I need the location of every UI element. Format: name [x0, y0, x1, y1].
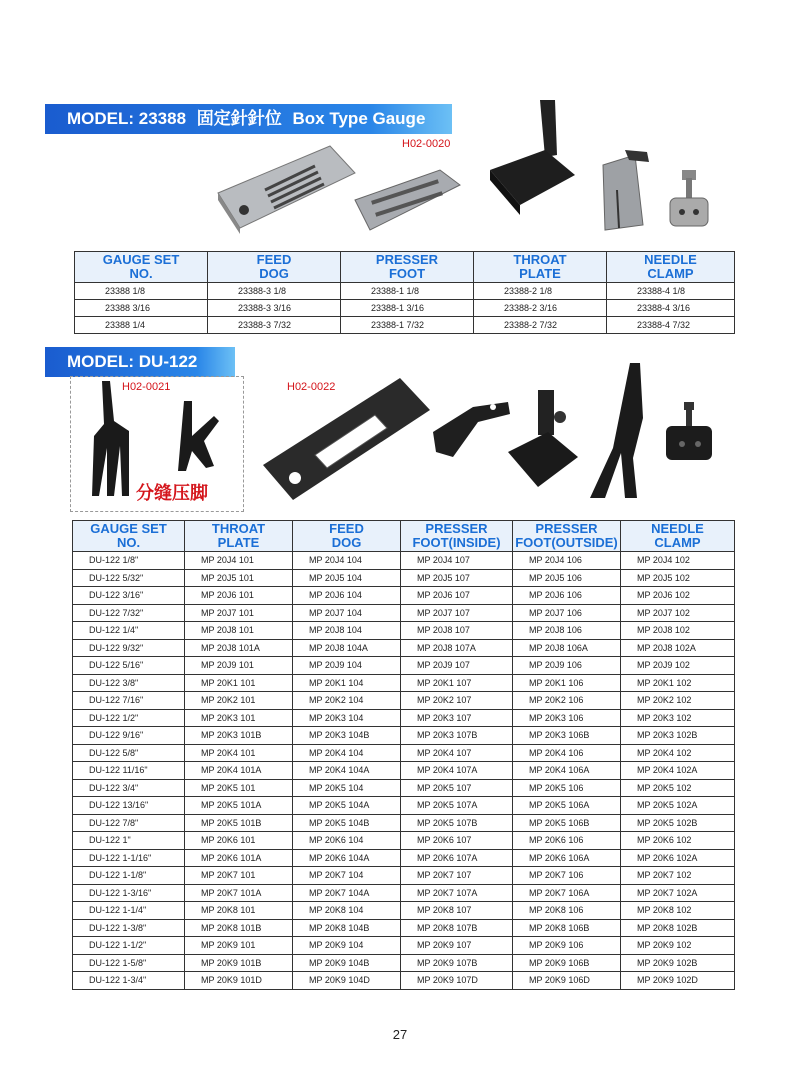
table-cell: MP 20K8 104 [293, 902, 401, 920]
table-row [73, 937, 735, 955]
table-cell: MP 20K6 106A [513, 849, 621, 867]
table-row [73, 902, 735, 920]
col-header-presser-foot-inside: PRESSER FOOT(INSIDE) [401, 521, 513, 552]
model-du122-banner [45, 347, 235, 377]
table-cell: MP 20K9 104 [293, 937, 401, 955]
table-cell: MP 20K6 104A [293, 849, 401, 867]
table-cell: MP 20J8 106 [513, 622, 621, 640]
du122-presser-foot-outside-image [575, 358, 665, 508]
table-cell: 23388-1 1/8 [341, 283, 474, 300]
table-row [73, 832, 735, 850]
table-cell: MP 20K1 102 [621, 674, 735, 692]
table-cell: MP 20K5 107B [401, 814, 513, 832]
table-cell: MP 20K4 102A [621, 762, 735, 780]
table-cell: MP 20K3 102B [621, 727, 735, 745]
table-cell: DU-122 7/16" [73, 692, 185, 710]
table-cell: DU-122 5/8" [73, 744, 185, 762]
table-cell: MP 20K8 102B [621, 919, 735, 937]
table-cell: MP 20J5 102 [621, 569, 735, 587]
table-cell: MP 20J6 102 [621, 587, 735, 605]
part-code-h02-0021: H02-0021 [122, 381, 171, 393]
presser-foot-image [485, 95, 585, 225]
table-cell: MP 20K9 101 [185, 937, 293, 955]
table-cell: MP 20J9 101 [185, 657, 293, 675]
throat-plate-small-image [585, 150, 665, 235]
col-header-presser-foot-outside: PRESSER FOOT(OUTSIDE) [513, 521, 621, 552]
table-cell: MP 20K8 107B [401, 919, 513, 937]
col-header-needle-clamp: NEEDLE CLAMP [621, 521, 735, 552]
table-cell: MP 20K3 104B [293, 727, 401, 745]
model-label: MODEL: 23388 [67, 109, 187, 128]
table-row [73, 674, 735, 692]
table-cell: MP 20K7 107A [401, 884, 513, 902]
table-cell: MP 20K5 101A [185, 797, 293, 815]
table-cell: MP 20K2 107 [401, 692, 513, 710]
table-cell: MP 20K7 106 [513, 867, 621, 885]
col-header-throat-plate: THROAT PLATE [474, 252, 607, 283]
table-cell: MP 20J6 106 [513, 587, 621, 605]
table-cell: MP 20J8 104 [293, 622, 401, 640]
table-cell: MP 20K8 101 [185, 902, 293, 920]
table-cell: MP 20J6 104 [293, 587, 401, 605]
table-cell: 23388 3/16 [75, 300, 208, 317]
table-cell: MP 20J4 106 [513, 552, 621, 570]
table-cell: DU-122 9/32" [73, 639, 185, 657]
table-cell: MP 20K4 107A [401, 762, 513, 780]
table-cell: MP 20K8 101B [185, 919, 293, 937]
table-cell: MP 20J7 107 [401, 604, 513, 622]
table-row [75, 300, 735, 317]
table-cell: 23388-4 7/32 [607, 317, 735, 334]
table-cell: MP 20K9 107 [401, 937, 513, 955]
table-cell: MP 20K2 104 [293, 692, 401, 710]
table-cell: MP 20K5 102 [621, 779, 735, 797]
table-row [73, 884, 735, 902]
table-row [73, 762, 735, 780]
col-header-feed-dog: FEED DOG [293, 521, 401, 552]
table-cell: MP 20K5 106B [513, 814, 621, 832]
table-cell: MP 20K4 101 [185, 744, 293, 762]
table-cell: MP 20K8 107 [401, 902, 513, 920]
table-cell: MP 20K4 102 [621, 744, 735, 762]
table-cell: DU-122 3/16" [73, 587, 185, 605]
feed-dog-image [350, 160, 465, 240]
table-cell: DU-122 1/8" [73, 552, 185, 570]
table-cell: MP 20K6 101 [185, 832, 293, 850]
table-cell: DU-122 1/4" [73, 622, 185, 640]
table-cell: MP 20K4 106A [513, 762, 621, 780]
table-row [73, 604, 735, 622]
table-cell: MP 20K2 101 [185, 692, 293, 710]
table-cell: MP 20K3 107B [401, 727, 513, 745]
table-row [73, 587, 735, 605]
table-cell: MP 20J5 106 [513, 569, 621, 587]
table-row [75, 283, 735, 300]
table-cell: 23388-3 7/32 [208, 317, 341, 334]
table-row [73, 797, 735, 815]
model-en-title: Box Type Gauge Set [67, 109, 426, 158]
table-cell: MP 20J8 104A [293, 639, 401, 657]
table-cell: MP 20K3 104 [293, 709, 401, 727]
col-header-presser-foot: PRESSER FOOT [341, 252, 474, 283]
table-cell: MP 20K9 104D [293, 972, 401, 990]
table-cell: DU-122 1-1/2" [73, 937, 185, 955]
table-cell: MP 20K4 107 [401, 744, 513, 762]
model-23388-table [74, 251, 735, 334]
table-cell: MP 20K3 101 [185, 709, 293, 727]
table-row [73, 849, 735, 867]
table-cell: 23388 1/8 [75, 283, 208, 300]
table-cell: DU-122 11/16" [73, 762, 185, 780]
table-cell: MP 20K9 106D [513, 972, 621, 990]
table-cell: 23388-2 1/8 [474, 283, 607, 300]
table-cell: DU-122 9/16" [73, 727, 185, 745]
table-cell: MP 20J6 107 [401, 587, 513, 605]
table-cell: MP 20K5 104B [293, 814, 401, 832]
table-cell: MP 20K4 104 [293, 744, 401, 762]
table-cell: MP 20J9 104 [293, 657, 401, 675]
table-cell: MP 20K5 102B [621, 814, 735, 832]
table-cell: MP 20J8 101A [185, 639, 293, 657]
col-header-feed-dog: FEED DOG [208, 252, 341, 283]
table-cell: DU-122 1-5/8" [73, 954, 185, 972]
table-header-row [73, 521, 735, 552]
table-cell: MP 20K5 106 [513, 779, 621, 797]
table-cell: MP 20K9 102D [621, 972, 735, 990]
table-cell: MP 20K9 101D [185, 972, 293, 990]
table-cell: MP 20K4 104A [293, 762, 401, 780]
table-cell: MP 20J9 106 [513, 657, 621, 675]
table-cell: DU-122 5/16" [73, 657, 185, 675]
table-row [73, 552, 735, 570]
split-presser-foot-image [74, 376, 234, 506]
table-cell: MP 20K7 102A [621, 884, 735, 902]
table-cell: MP 20K9 106B [513, 954, 621, 972]
table-cell: MP 20K5 102A [621, 797, 735, 815]
du122-throat-plate-image [255, 370, 435, 505]
table-cell: 23388 1/4 [75, 317, 208, 334]
table-cell: MP 20K1 107 [401, 674, 513, 692]
table-cell: MP 20K9 102B [621, 954, 735, 972]
table-cell: MP 20K7 101 [185, 867, 293, 885]
table-cell: DU-122 1-1/16" [73, 849, 185, 867]
table-cell: MP 20K8 102 [621, 902, 735, 920]
table-cell: MP 20J8 102 [621, 622, 735, 640]
model-du122-table [72, 520, 735, 990]
table-cell: DU-122 1-1/4" [73, 902, 185, 920]
table-cell: MP 20K9 106 [513, 937, 621, 955]
table-cell: MP 20J8 102A [621, 639, 735, 657]
part-code-h02-0020: H02-0020 [402, 138, 451, 150]
table-cell: MP 20J4 101 [185, 552, 293, 570]
table-cell: DU-122 1" [73, 832, 185, 850]
table-row [73, 657, 735, 675]
col-header-gauge-set: GAUGE SET NO. [73, 521, 185, 552]
table-cell: MP 20J5 101 [185, 569, 293, 587]
table-cell: 23388-2 7/32 [474, 317, 607, 334]
table-cell: MP 20K7 104 [293, 867, 401, 885]
table-cell: MP 20K2 102 [621, 692, 735, 710]
table-cell: MP 20J9 107 [401, 657, 513, 675]
table-cell: DU-122 5/32" [73, 569, 185, 587]
table-row [73, 622, 735, 640]
table-cell: DU-122 7/32" [73, 604, 185, 622]
table-cell: MP 20K3 106 [513, 709, 621, 727]
table-cell: MP 20J5 104 [293, 569, 401, 587]
table-cell: MP 20K6 102A [621, 849, 735, 867]
table-cell: MP 20K5 101B [185, 814, 293, 832]
table-row [73, 639, 735, 657]
table-cell: 23388-1 7/32 [341, 317, 474, 334]
table-cell: MP 20J5 107 [401, 569, 513, 587]
table-cell: MP 20K1 106 [513, 674, 621, 692]
table-cell: MP 20K5 107 [401, 779, 513, 797]
table-row [73, 972, 735, 990]
table-row [73, 569, 735, 587]
page-number: 27 [392, 1027, 408, 1042]
model-cn-title: 固定針針位 [196, 109, 282, 128]
table-cell: MP 20K9 102 [621, 937, 735, 955]
table-row [73, 744, 735, 762]
table-row [73, 814, 735, 832]
table-cell: MP 20K7 101A [185, 884, 293, 902]
table-cell: MP 20K6 101A [185, 849, 293, 867]
table-cell: DU-122 3/4" [73, 779, 185, 797]
table-cell: DU-122 1-1/8" [73, 867, 185, 885]
table-cell: 23388-3 3/16 [208, 300, 341, 317]
table-cell: MP 20J7 104 [293, 604, 401, 622]
table-cell: DU-122 1-3/16" [73, 884, 185, 902]
model-label: MODEL: DU-122 [67, 352, 198, 371]
table-cell: MP 20K5 104 [293, 779, 401, 797]
table-cell: MP 20K5 101 [185, 779, 293, 797]
table-cell: DU-122 1-3/8" [73, 919, 185, 937]
table-cell: MP 20J8 101 [185, 622, 293, 640]
table-cell: MP 20K1 101 [185, 674, 293, 692]
table-cell: 23388-3 1/8 [208, 283, 341, 300]
table-cell: MP 20K6 106 [513, 832, 621, 850]
table-cell: MP 20J8 106A [513, 639, 621, 657]
table-cell: MP 20K6 107 [401, 832, 513, 850]
table-cell: DU-122 1-3/4" [73, 972, 185, 990]
table-cell: MP 20K5 104A [293, 797, 401, 815]
col-header-throat-plate: THROAT PLATE [185, 521, 293, 552]
table-cell: MP 20K8 106B [513, 919, 621, 937]
table-row [73, 867, 735, 885]
table-cell: MP 20J4 104 [293, 552, 401, 570]
part-code-h02-0022: H02-0022 [287, 381, 336, 393]
table-cell: MP 20K7 106A [513, 884, 621, 902]
table-row [73, 727, 735, 745]
table-cell: MP 20J8 107A [401, 639, 513, 657]
table-cell: MP 20K6 107A [401, 849, 513, 867]
table-cell: DU-122 1/2" [73, 709, 185, 727]
table-cell: MP 20K3 102 [621, 709, 735, 727]
table-cell: MP 20K9 107D [401, 972, 513, 990]
table-cell: MP 20J8 107 [401, 622, 513, 640]
table-cell: MP 20K5 106A [513, 797, 621, 815]
table-row [75, 317, 735, 334]
table-cell: MP 20K5 107A [401, 797, 513, 815]
table-cell: MP 20K6 104 [293, 832, 401, 850]
table-cell: MP 20K6 102 [621, 832, 735, 850]
table-cell: DU-122 3/8" [73, 674, 185, 692]
table-cell: MP 20K7 102 [621, 867, 735, 885]
table-cell: 23388-1 3/16 [341, 300, 474, 317]
throat-plate-image [210, 138, 360, 238]
table-cell: MP 20J4 102 [621, 552, 735, 570]
table-cell: MP 20J9 102 [621, 657, 735, 675]
table-row [73, 919, 735, 937]
table-cell: MP 20J7 102 [621, 604, 735, 622]
table-cell: MP 20K3 101B [185, 727, 293, 745]
table-cell: MP 20K4 101A [185, 762, 293, 780]
table-row [73, 779, 735, 797]
table-cell: MP 20K9 104B [293, 954, 401, 972]
table-cell: MP 20J7 101 [185, 604, 293, 622]
table-cell: 23388-2 3/16 [474, 300, 607, 317]
table-row [73, 954, 735, 972]
du122-needle-clamp-image [660, 400, 720, 470]
table-row [73, 692, 735, 710]
col-header-gauge-set: GAUGE SET NO. [75, 252, 208, 283]
table-cell: 23388-4 3/16 [607, 300, 735, 317]
table-cell: MP 20K9 101B [185, 954, 293, 972]
table-cell: MP 20J4 107 [401, 552, 513, 570]
table-cell: MP 20J7 106 [513, 604, 621, 622]
table-header-row [75, 252, 735, 283]
table-cell: MP 20K3 107 [401, 709, 513, 727]
table-cell: MP 20J6 101 [185, 587, 293, 605]
split-presser-foot-caption: 分缝压脚 [136, 483, 208, 503]
table-cell: MP 20K8 104B [293, 919, 401, 937]
table-cell: 23388-4 1/8 [607, 283, 735, 300]
table-cell: MP 20K1 104 [293, 674, 401, 692]
table-row [73, 709, 735, 727]
table-cell: MP 20K7 104A [293, 884, 401, 902]
table-cell: DU-122 13/16" [73, 797, 185, 815]
table-cell: MP 20K7 107 [401, 867, 513, 885]
table-cell: MP 20K2 106 [513, 692, 621, 710]
table-cell: MP 20K3 106B [513, 727, 621, 745]
table-cell: MP 20K4 106 [513, 744, 621, 762]
col-header-needle-clamp: NEEDLE CLAMP [607, 252, 735, 283]
needle-clamp-image [662, 168, 717, 233]
table-cell: MP 20K9 107B [401, 954, 513, 972]
table-cell: MP 20K8 106 [513, 902, 621, 920]
table-cell: DU-122 7/8" [73, 814, 185, 832]
